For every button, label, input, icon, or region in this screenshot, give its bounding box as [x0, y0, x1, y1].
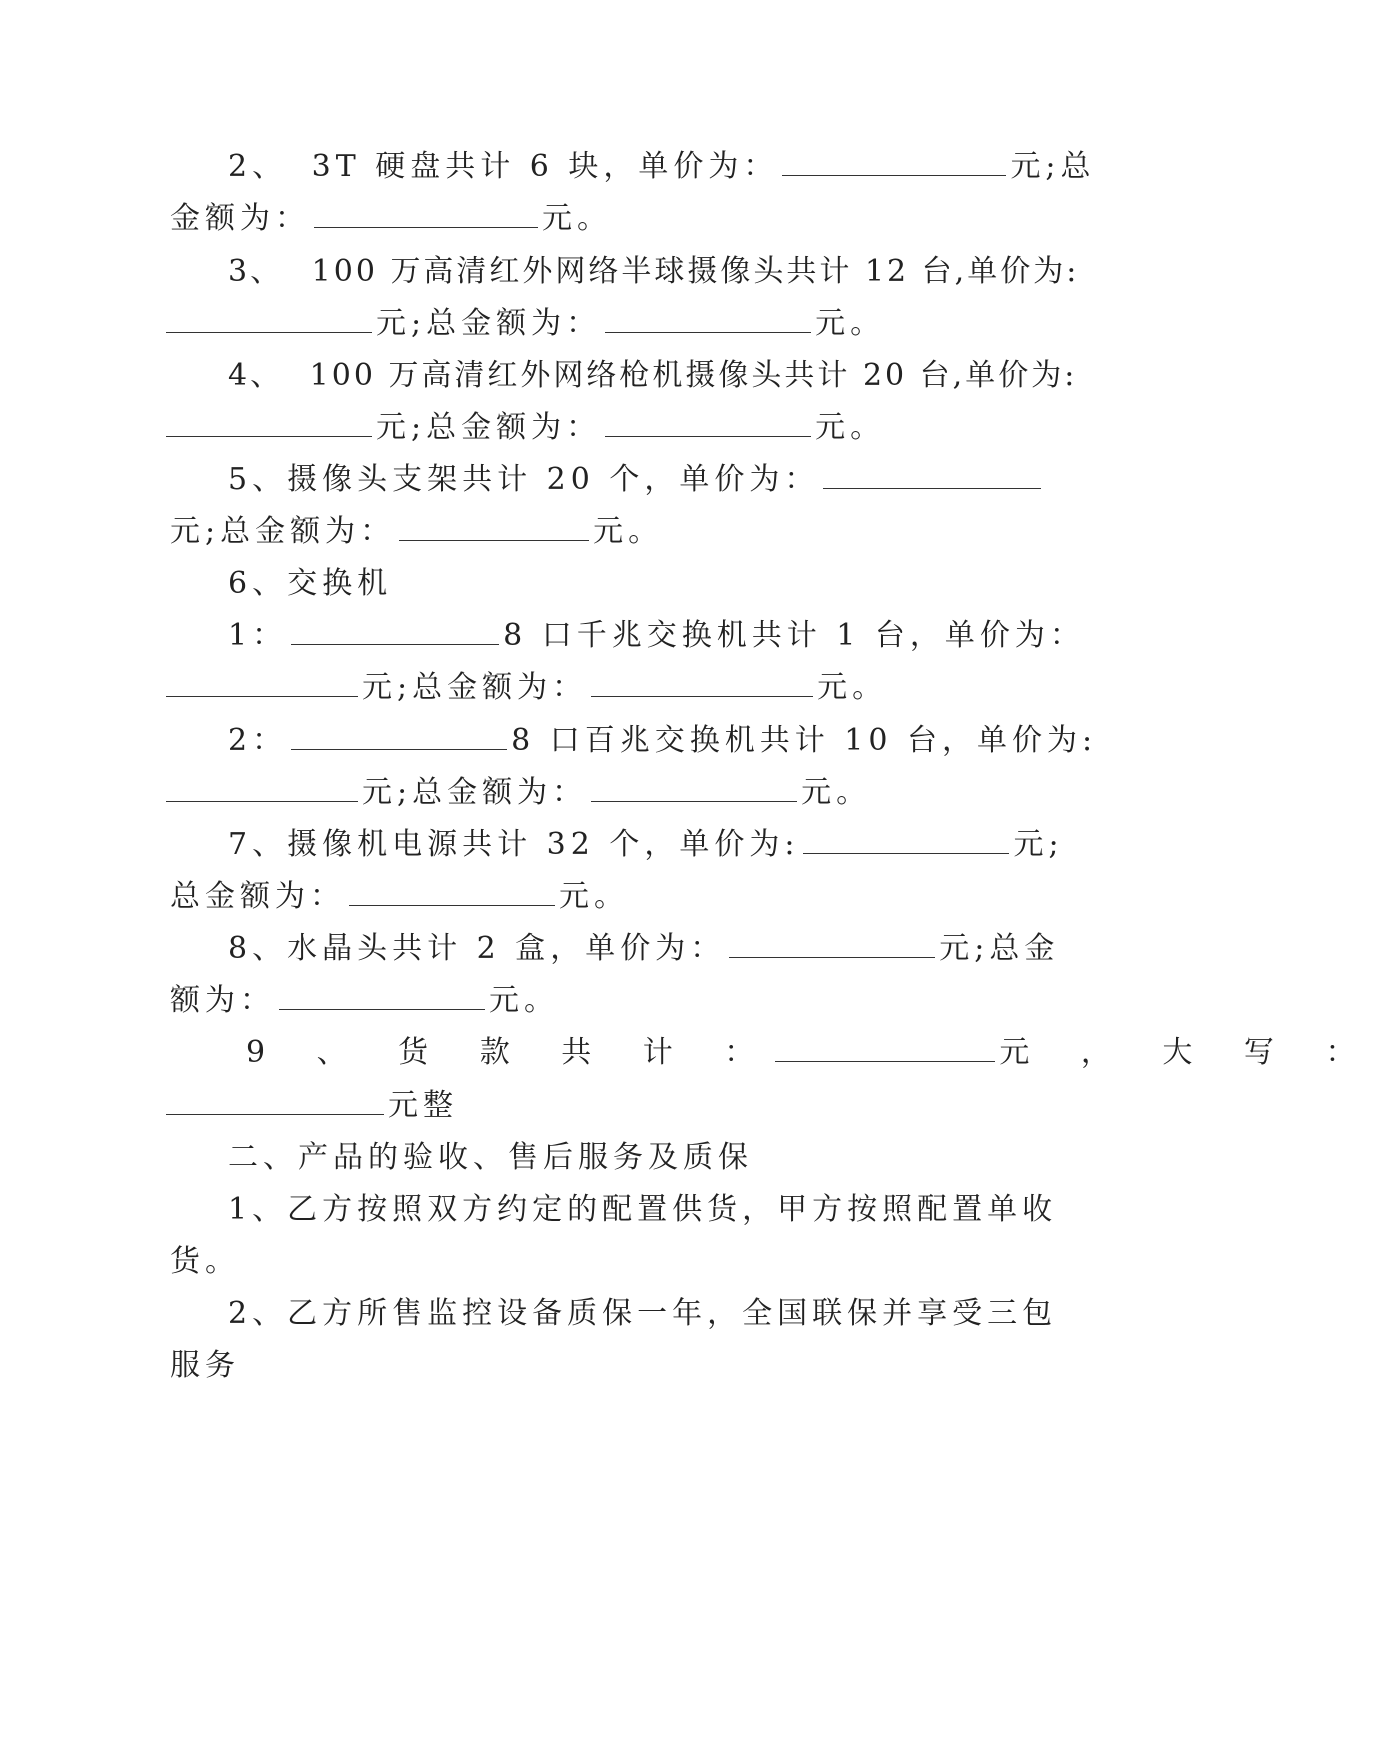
unit-price-blank[interactable]	[166, 773, 358, 802]
section-2-p2-cont: 服务	[170, 1348, 240, 1383]
total-amount-blank[interactable]	[314, 199, 538, 228]
unit-price-blank[interactable]	[729, 929, 935, 958]
grand-total-blank[interactable]	[775, 1033, 995, 1062]
item-2-line1	[228, 147, 1096, 187]
item-6-1-number: 1：	[228, 618, 288, 653]
item-5-unit: 元;总金额为：	[170, 514, 396, 549]
item-9-end: 元整	[388, 1088, 458, 1123]
total-amount-blank[interactable]	[591, 773, 797, 802]
section-2-p2-text: 2、乙方所售监控设备质保一年，全国联保并享受三包	[228, 1296, 1058, 1331]
item-3-line1	[228, 252, 1079, 292]
item-4-unit: 元;总金额为：	[376, 410, 602, 445]
item-3-text: 100 万高清红外网络半球摄像头共计 12 台,单价为:	[311, 254, 1080, 289]
item-6-2-line1	[228, 721, 1097, 761]
section-2-heading	[228, 1138, 753, 1178]
total-amount-blank[interactable]	[399, 512, 589, 541]
item-6-1-text: 8 口千兆交换机共计 1 台，单价为：	[503, 618, 1085, 653]
item-2-unit: 元;总	[1010, 149, 1096, 184]
item-6-2-unit: 元;总金额为：	[362, 775, 588, 810]
item-3-unit: 元;总金额为：	[376, 306, 602, 341]
item-4-number: 4、	[228, 358, 284, 393]
item-7-line2	[170, 877, 629, 917]
unit-price-blank[interactable]	[803, 825, 1009, 854]
item-7-cont: 总金额为：	[170, 879, 345, 914]
item-6-2-line2	[166, 773, 871, 813]
section-2-p1-text: 1、乙方按照双方约定的配置供货，甲方按照配置单收	[228, 1192, 1058, 1227]
total-amount-blank[interactable]	[279, 981, 485, 1010]
unit-price-blank[interactable]	[166, 408, 372, 437]
item-4-end: 元。	[815, 410, 886, 445]
item-6-1-line1	[228, 616, 1085, 656]
item-7-text: 7、摄像机电源共计 32 个，单价为:	[228, 827, 800, 862]
item-5-end: 元。	[593, 514, 664, 549]
item-6-text: 6、交换机	[228, 566, 393, 601]
item-3-end: 元。	[815, 306, 886, 341]
item-8-text: 8、水晶头共计 2 盒，单价为：	[228, 931, 726, 966]
item-6-1-unit: 元;总金额为：	[362, 670, 588, 705]
item-8-end: 元。	[489, 983, 559, 1018]
item-7-line1	[228, 825, 1064, 865]
item-3-number: 3、	[228, 254, 284, 289]
section-2-p2-line2	[170, 1346, 240, 1386]
item-3-line2	[166, 304, 885, 344]
item-8-cont: 额为：	[170, 983, 275, 1018]
section-2-title: 二、产品的验收、售后服务及质保	[228, 1140, 753, 1175]
item-9-line2	[166, 1086, 458, 1126]
unit-price-blank[interactable]	[166, 668, 358, 697]
item-4-line2	[166, 408, 885, 448]
item-2-number: 2、	[228, 149, 288, 184]
item-2-line2	[170, 199, 612, 239]
item-7-unit: 元;	[1013, 827, 1064, 862]
item-2-end: 元。	[542, 201, 612, 236]
model-blank[interactable]	[291, 721, 507, 750]
item-6-2-number: 2：	[228, 723, 288, 758]
item-5-line2	[170, 512, 663, 552]
model-blank[interactable]	[291, 616, 499, 645]
total-amount-blank[interactable]	[349, 877, 555, 906]
item-8-line1	[228, 929, 1059, 969]
item-6-1-end: 元。	[817, 670, 888, 705]
item-4-text: 100 万高清红外网络枪机摄像头共计 20 台,单价为:	[309, 358, 1078, 393]
section-2-p1-line2	[170, 1242, 240, 1282]
total-amount-blank[interactable]	[591, 668, 813, 697]
item-8-unit: 元;总金	[939, 931, 1060, 966]
item-9-unit: 元 ， 大 写 ：	[999, 1035, 1376, 1070]
unit-price-blank[interactable]	[166, 304, 372, 333]
item-6-1-line2	[166, 668, 887, 708]
item-4-line1	[228, 356, 1077, 396]
item-5-line1	[228, 460, 1045, 500]
section-2-p1-line1	[228, 1190, 1057, 1230]
item-8-line2	[170, 981, 559, 1021]
item-6-heading	[228, 564, 392, 604]
item-9-text: 9 、 货 款 共 计 ：	[246, 1035, 776, 1070]
total-amount-blank[interactable]	[605, 304, 811, 333]
section-2-p1-cont: 货。	[170, 1244, 240, 1279]
item-6-2-end: 元。	[801, 775, 872, 810]
total-amount-blank[interactable]	[605, 408, 811, 437]
item-5-text: 5、摄像头支架共计 20 个，单价为：	[228, 462, 820, 497]
section-2-p2-line1	[228, 1294, 1057, 1334]
unit-price-blank[interactable]	[782, 147, 1006, 176]
unit-price-blank[interactable]	[823, 460, 1041, 489]
item-9-line1	[246, 1033, 1376, 1073]
item-2-text: 3T 硬盘共计 6 块，单价为：	[311, 149, 779, 184]
item-2-cont: 金额为：	[170, 201, 310, 236]
amount-in-words-blank[interactable]	[166, 1086, 384, 1115]
item-6-2-text: 8 口百兆交换机共计 10 台，单价为:	[511, 723, 1098, 758]
item-7-end: 元。	[559, 879, 629, 914]
